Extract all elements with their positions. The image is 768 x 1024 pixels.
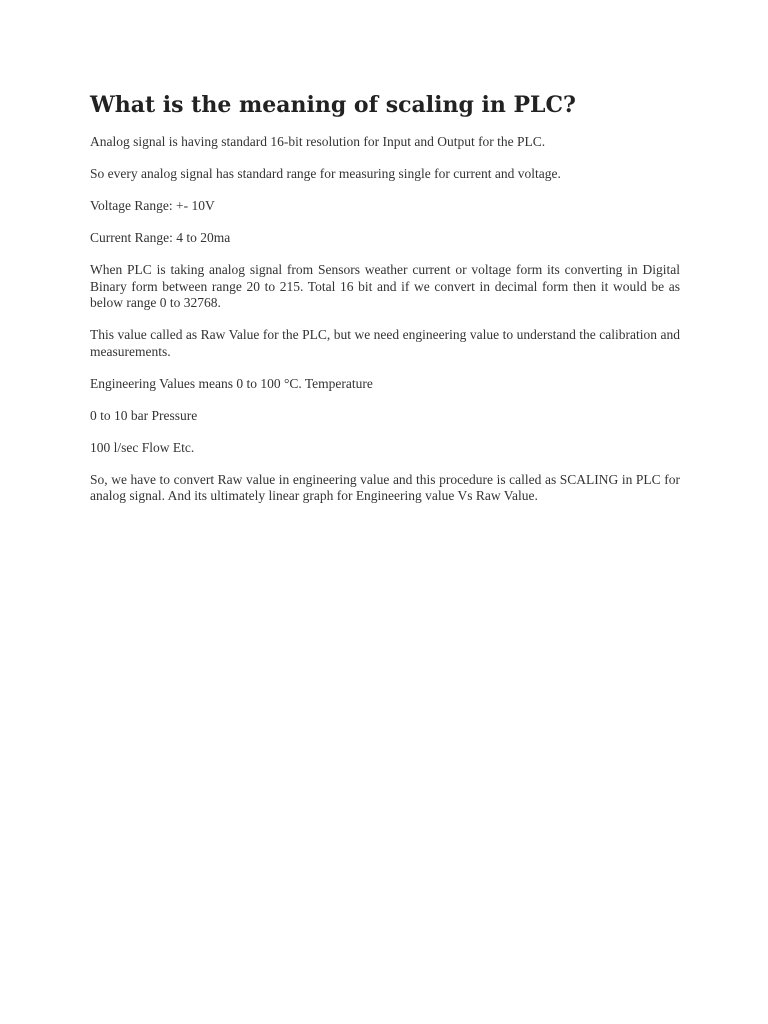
paragraph-current-range: Current Range: 4 to 20ma [90,230,231,245]
document-content [90,88,680,520]
paragraph-flow: 100 l/sec Flow Etc. [90,439,195,455]
paragraph-raw-value: This value called as Raw Value for the PLC, but we need engineering value to understand the calibration and measurements. [90,327,680,359]
paragraph-pressure: 0 to 10 bar Pressure [90,407,198,423]
document-title: What is the meaning of scaling in PLC? [90,92,576,118]
paragraph-temperature: Engineering Values means 0 to 100 °C. Temperature [90,375,373,391]
paragraph-voltage-range: Voltage Range: +- 10V [90,198,215,213]
paragraph-standard-range: So every analog signal has standard range for measuring single for current and voltage. [90,166,561,181]
paragraph-scaling: So, we have to convert Raw value in engineering value and this procedure is called as SCALING in PLC for analog signal. And its ultimately linear graph for Engineering value Vs Raw Value. [90,471,680,503]
paragraph-conversion: When PLC is taking analog signal from Sensors weather current or voltage form its converting in Digital Binary form between range 20 to 215. Total 16 bit and if we convert in decimal form then it would be as below range 0 to 32768. [90,262,680,310]
paragraph-resolution: Analog signal is having standard 16-bit resolution for Input and Output for the PLC. [90,134,546,149]
